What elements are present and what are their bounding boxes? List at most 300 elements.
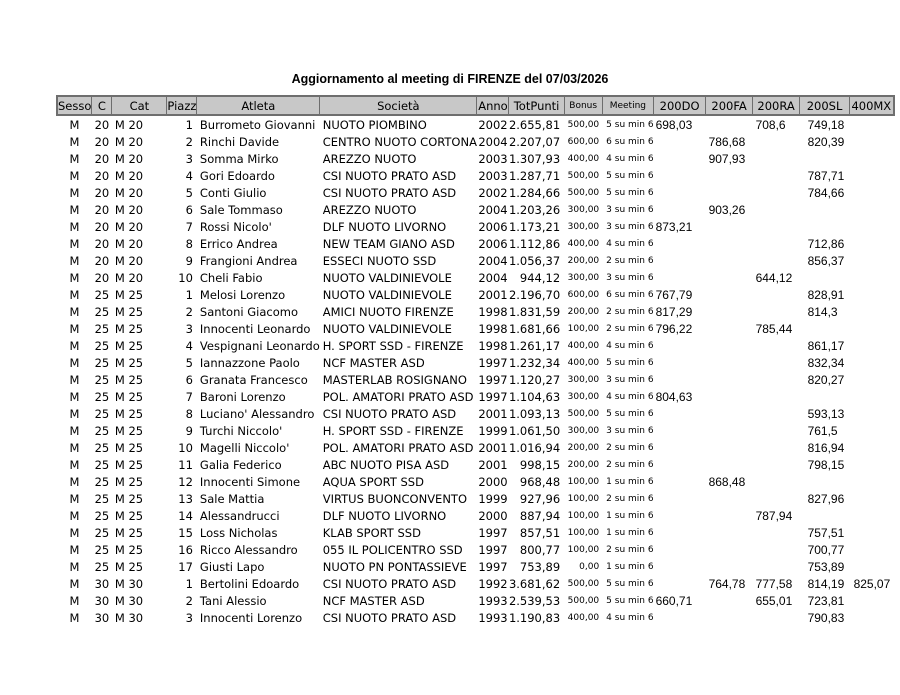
- cell-meeting: 5 su min 6: [606, 408, 654, 419]
- cell-meeting: 2 su min 6: [606, 442, 654, 453]
- table-row: [57, 337, 894, 354]
- cell-200sl: 827,96: [807, 491, 845, 506]
- cell-societa: POL. AMATORI PRATO ASD: [322, 440, 474, 455]
- cell-anno: 2001: [478, 406, 508, 421]
- table-row: [57, 592, 894, 609]
- cell-cat: M 20: [114, 219, 144, 234]
- cell-societa: NUOTO VALDINIEVOLE: [322, 287, 452, 302]
- header-c: C: [92, 96, 112, 115]
- cell-meeting: 3 su min 6: [606, 425, 654, 436]
- cell-cat: M 25: [114, 457, 144, 472]
- cell-sesso: M: [69, 338, 80, 353]
- cell-200sl: [800, 320, 850, 337]
- cell-totpunti: 2.207,07: [508, 134, 561, 149]
- cell-200sl: 828,91: [807, 287, 845, 302]
- cell-200do: [654, 371, 706, 388]
- cell-cat: M 30: [114, 593, 144, 608]
- cell-atleta: Melosi Lorenzo: [199, 287, 286, 302]
- cell-sesso: M: [69, 117, 80, 132]
- cell-piazza: 1: [185, 117, 193, 132]
- cell-anno: 2003: [478, 168, 508, 183]
- cell-200do: [654, 133, 706, 150]
- cell-200fa: [706, 184, 753, 201]
- cell-atleta: Innocenti Leonardo: [199, 321, 311, 336]
- cell-meeting: 6 su min 6: [606, 289, 654, 300]
- header-200fa: 200FA: [706, 96, 753, 115]
- cell-c: 20: [94, 151, 110, 166]
- cell-400mx: [850, 609, 894, 626]
- cell-c: 20: [94, 219, 110, 234]
- cell-200fa: 903,26: [708, 202, 746, 217]
- cell-sesso: M: [69, 321, 80, 336]
- cell-c: 30: [94, 593, 110, 608]
- cell-societa: NUOTO PN PONTASSIEVE: [322, 559, 467, 574]
- cell-sesso: M: [69, 168, 80, 183]
- cell-200ra: [753, 354, 800, 371]
- cell-bonus: 200,00: [567, 255, 600, 266]
- cell-c: 25: [94, 491, 110, 506]
- cell-c: 30: [94, 610, 110, 625]
- cell-totpunti: 1.104,63: [508, 389, 561, 404]
- table-row: [57, 133, 894, 150]
- table-row: [57, 609, 894, 626]
- table-row: [57, 575, 894, 592]
- cell-bonus: 400,00: [567, 153, 600, 164]
- cell-piazza: 15: [178, 525, 193, 540]
- cell-anno: 2001: [478, 440, 508, 455]
- cell-totpunti: 1.093,13: [508, 406, 561, 421]
- cell-bonus: 100,00: [567, 493, 600, 504]
- cell-societa: NCF MASTER ASD: [322, 593, 425, 608]
- cell-c: 25: [94, 542, 110, 557]
- cell-c: 20: [94, 236, 110, 251]
- cell-atleta: Gori Edoardo: [199, 168, 275, 183]
- cell-200sl: 749,18: [807, 117, 845, 132]
- cell-meeting: 2 su min 6: [606, 255, 654, 266]
- cell-200ra: [753, 490, 800, 507]
- cell-atleta: Innocenti Simone: [199, 474, 301, 489]
- cell-cat: M 25: [114, 542, 144, 557]
- table-row: [57, 252, 894, 269]
- cell-200sl: 700,77: [807, 542, 845, 557]
- cell-societa: AREZZO NUOTO: [322, 151, 417, 166]
- table-row: [57, 456, 894, 473]
- cell-200ra: [753, 184, 800, 201]
- cell-piazza: 8: [185, 406, 193, 421]
- cell-200ra: [753, 252, 800, 269]
- cell-200do: [654, 473, 706, 490]
- cell-400mx: [850, 235, 894, 252]
- cell-totpunti: 944,12: [519, 270, 561, 285]
- cell-piazza: 3: [185, 610, 193, 625]
- cell-200fa: [706, 371, 753, 388]
- cell-sesso: M: [69, 457, 80, 472]
- cell-totpunti: 2.655,81: [508, 117, 561, 132]
- cell-c: 25: [94, 406, 110, 421]
- cell-anno: 2003: [478, 151, 508, 166]
- table-header: [57, 96, 894, 115]
- cell-c: 20: [94, 117, 110, 132]
- header-piazza: Piazz: [167, 96, 197, 115]
- cell-200fa: 764,78: [708, 576, 746, 591]
- cell-200fa: [706, 422, 753, 439]
- cell-totpunti: 1.061,50: [508, 423, 561, 438]
- cell-societa: ABC NUOTO PISA ASD: [322, 457, 450, 472]
- cell-meeting: 2 su min 6: [606, 544, 654, 555]
- cell-c: 25: [94, 304, 110, 319]
- cell-anno: 2004: [478, 253, 508, 268]
- cell-piazza: 9: [185, 423, 193, 438]
- cell-400mx: [850, 150, 894, 167]
- cell-400mx: [850, 167, 894, 184]
- table-row: [57, 524, 894, 541]
- cell-societa: CENTRO NUOTO CORTONA: [322, 134, 477, 149]
- cell-sesso: M: [69, 440, 80, 455]
- cell-200ra: [753, 201, 800, 218]
- cell-200do: 660,71: [655, 593, 693, 608]
- cell-200fa: 786,68: [708, 134, 746, 149]
- cell-sesso: M: [69, 491, 80, 506]
- cell-200sl: 856,37: [807, 253, 845, 268]
- cell-200do: 698,03: [655, 117, 693, 132]
- cell-400mx: [850, 184, 894, 201]
- cell-meeting: 2 su min 6: [606, 323, 654, 334]
- cell-anno: 2001: [478, 287, 508, 302]
- cell-cat: M 20: [114, 117, 144, 132]
- cell-400mx: [850, 507, 894, 524]
- cell-cat: M 25: [114, 287, 144, 302]
- cell-c: 20: [94, 270, 110, 285]
- cell-totpunti: 887,94: [519, 508, 561, 523]
- cell-societa: CSI NUOTO PRATO ASD: [322, 576, 457, 591]
- cell-cat: M 20: [114, 185, 144, 200]
- cell-200fa: [706, 286, 753, 303]
- table-row: [57, 541, 894, 558]
- cell-atleta: Alessandrucci: [199, 508, 280, 523]
- rankings-table: [56, 95, 895, 626]
- cell-400mx: [850, 558, 894, 575]
- cell-atleta: Frangioni Andrea: [199, 253, 298, 268]
- cell-totpunti: 1.190,83: [508, 610, 561, 625]
- table-row: [57, 507, 894, 524]
- table-row: [57, 218, 894, 235]
- cell-200do: 767,79: [655, 287, 693, 302]
- cell-cat: M 25: [114, 525, 144, 540]
- cell-400mx: [850, 592, 894, 609]
- cell-piazza: 14: [178, 508, 193, 523]
- cell-meeting: 5 su min 6: [606, 187, 654, 198]
- cell-meeting: 1 su min 6: [606, 510, 654, 521]
- cell-200do: [654, 541, 706, 558]
- cell-c: 30: [94, 576, 110, 591]
- table-row: [57, 115, 894, 133]
- cell-sesso: M: [69, 508, 80, 523]
- cell-anno: 1992: [478, 576, 508, 591]
- cell-400mx: [850, 439, 894, 456]
- cell-totpunti: 1.112,86: [508, 236, 561, 251]
- cell-200sl: 787,71: [807, 168, 845, 183]
- header-sesso: Sesso: [57, 96, 92, 115]
- cell-sesso: M: [69, 151, 80, 166]
- cell-c: 20: [94, 202, 110, 217]
- cell-meeting: 3 su min 6: [606, 374, 654, 385]
- cell-piazza: 6: [185, 372, 193, 387]
- cell-200fa: [706, 218, 753, 235]
- cell-c: 25: [94, 389, 110, 404]
- cell-200fa: [706, 592, 753, 609]
- cell-200ra: [753, 456, 800, 473]
- cell-cat: M 20: [114, 151, 144, 166]
- cell-anno: 1997: [478, 542, 508, 557]
- cell-meeting: 1 su min 6: [606, 561, 654, 572]
- cell-bonus: 300,00: [567, 374, 600, 385]
- cell-piazza: 4: [185, 168, 193, 183]
- cell-totpunti: 3.681,62: [508, 576, 561, 591]
- cell-bonus: 100,00: [567, 527, 600, 538]
- cell-atleta: Luciano' Alessandro: [199, 406, 315, 421]
- cell-bonus: 500,00: [567, 170, 600, 181]
- table-row: [57, 303, 894, 320]
- cell-piazza: 2: [185, 593, 193, 608]
- cell-200ra: 644,12: [755, 270, 793, 285]
- header-totpunti: TotPunti: [509, 96, 564, 115]
- cell-totpunti: 857,51: [519, 525, 561, 540]
- cell-400mx: [850, 490, 894, 507]
- cell-400mx: [850, 371, 894, 388]
- cell-200do: [654, 558, 706, 575]
- cell-piazza: 12: [178, 474, 193, 489]
- cell-200do: [654, 456, 706, 473]
- cell-meeting: 3 su min 6: [606, 221, 654, 232]
- cell-cat: M 30: [114, 576, 144, 591]
- cell-200sl: [800, 388, 850, 405]
- cell-200do: [654, 337, 706, 354]
- cell-c: 25: [94, 321, 110, 336]
- cell-societa: NCF MASTER ASD: [322, 355, 425, 370]
- cell-totpunti: 800,77: [519, 542, 561, 557]
- cell-societa: POL. AMATORI PRATO ASD: [322, 389, 474, 404]
- cell-anno: 1998: [478, 321, 508, 336]
- cell-sesso: M: [69, 355, 80, 370]
- cell-200ra: 777,58: [755, 576, 793, 591]
- cell-societa: H. SPORT SSD - FIRENZE: [322, 423, 464, 438]
- cell-bonus: 500,00: [567, 578, 600, 589]
- cell-cat: M 25: [114, 321, 144, 336]
- cell-anno: 1997: [478, 372, 508, 387]
- cell-200ra: [753, 439, 800, 456]
- cell-400mx: [850, 388, 894, 405]
- cell-atleta: Galia Federico: [199, 457, 282, 472]
- cell-anno: 1999: [478, 491, 508, 506]
- cell-meeting: 1 su min 6: [606, 476, 654, 487]
- cell-400mx: [850, 286, 894, 303]
- cell-200fa: [706, 115, 753, 133]
- cell-sesso: M: [69, 576, 80, 591]
- cell-cat: M 25: [114, 440, 144, 455]
- cell-piazza: 10: [178, 440, 193, 455]
- cell-sesso: M: [69, 219, 80, 234]
- cell-cat: M 20: [114, 134, 144, 149]
- cell-meeting: 5 su min 6: [606, 119, 654, 130]
- cell-bonus: 300,00: [567, 221, 600, 232]
- cell-200sl: 784,66: [807, 185, 845, 200]
- cell-200ra: 708,6: [755, 117, 786, 132]
- cell-200do: [654, 609, 706, 626]
- header-200do: 200DO: [654, 96, 706, 115]
- cell-atleta: Santoni Giacomo: [199, 304, 298, 319]
- cell-200ra: [753, 405, 800, 422]
- table-body: [57, 115, 894, 626]
- cell-sesso: M: [69, 304, 80, 319]
- cell-c: 25: [94, 440, 110, 455]
- cell-societa: NUOTO VALDINIEVOLE: [322, 321, 452, 336]
- cell-bonus: 400,00: [567, 340, 600, 351]
- table-row: [57, 388, 894, 405]
- cell-piazza: 11: [178, 457, 193, 472]
- header-cat: Cat: [112, 96, 167, 115]
- cell-piazza: 17: [178, 559, 193, 574]
- cell-sesso: M: [69, 270, 80, 285]
- cell-sesso: M: [69, 253, 80, 268]
- cell-anno: 2002: [478, 185, 508, 200]
- cell-c: 25: [94, 474, 110, 489]
- cell-meeting: 5 su min 6: [606, 357, 654, 368]
- cell-sesso: M: [69, 559, 80, 574]
- cell-200sl: 861,17: [807, 338, 845, 353]
- cell-meeting: 5 su min 6: [606, 170, 654, 181]
- cell-200fa: [706, 252, 753, 269]
- cell-c: 20: [94, 168, 110, 183]
- cell-bonus: 100,00: [567, 544, 600, 555]
- cell-cat: M 20: [114, 168, 144, 183]
- cell-200do: [654, 201, 706, 218]
- cell-c: 20: [94, 253, 110, 268]
- cell-atleta: Baroni Lorenzo: [199, 389, 286, 404]
- cell-societa: AMICI NUOTO FIRENZE: [322, 304, 454, 319]
- cell-meeting: 5 su min 6: [606, 595, 654, 606]
- table-row: [57, 473, 894, 490]
- header-atleta: Atleta: [197, 96, 320, 115]
- cell-societa: CSI NUOTO PRATO ASD: [322, 610, 457, 625]
- cell-atleta: Bertolini Edoardo: [199, 576, 300, 591]
- cell-bonus: 100,00: [567, 510, 600, 521]
- cell-societa: DLF NUOTO LIVORNO: [322, 508, 447, 523]
- cell-400mx: [850, 337, 894, 354]
- cell-anno: 1993: [478, 593, 508, 608]
- cell-400mx: [850, 473, 894, 490]
- cell-anno: 2006: [478, 219, 508, 234]
- cell-200fa: [706, 354, 753, 371]
- header-400mx: 400MX: [850, 96, 894, 115]
- table-row: [57, 201, 894, 218]
- cell-cat: M 25: [114, 559, 144, 574]
- cell-meeting: 4 su min 6: [606, 612, 654, 623]
- cell-meeting: 3 su min 6: [606, 204, 654, 215]
- cell-200do: 873,21: [655, 219, 693, 234]
- cell-totpunti: 1.232,34: [508, 355, 561, 370]
- cell-200do: 817,29: [655, 304, 693, 319]
- cell-anno: 1999: [478, 423, 508, 438]
- cell-c: 25: [94, 287, 110, 302]
- cell-200sl: 816,94: [807, 440, 845, 455]
- cell-societa: DLF NUOTO LIVORNO: [322, 219, 447, 234]
- cell-societa: CSI NUOTO PRATO ASD: [322, 185, 457, 200]
- cell-atleta: Sale Mattia: [199, 491, 265, 506]
- cell-200sl: 761,5: [807, 423, 838, 438]
- cell-anno: 2001: [478, 457, 508, 472]
- cell-200ra: 787,94: [755, 508, 793, 523]
- cell-200do: [654, 422, 706, 439]
- header-meeting: Meeting: [602, 96, 653, 115]
- cell-meeting: 2 su min 6: [606, 459, 654, 470]
- cell-200fa: [706, 524, 753, 541]
- cell-sesso: M: [69, 525, 80, 540]
- cell-piazza: 4: [185, 338, 193, 353]
- cell-200ra: [753, 388, 800, 405]
- cell-400mx: [850, 541, 894, 558]
- cell-totpunti: 2.539,53: [508, 593, 561, 608]
- table-row: [57, 439, 894, 456]
- cell-piazza: 2: [185, 134, 193, 149]
- cell-200ra: [753, 218, 800, 235]
- cell-societa: NEW TEAM GIANO ASD: [322, 236, 455, 251]
- cell-piazza: 5: [185, 185, 193, 200]
- table-row: [57, 558, 894, 575]
- cell-bonus: 400,00: [567, 238, 600, 249]
- cell-400mx: [850, 269, 894, 286]
- cell-bonus: 300,00: [567, 391, 600, 402]
- cell-200do: [654, 252, 706, 269]
- cell-200sl: 820,27: [807, 372, 845, 387]
- cell-200ra: [753, 422, 800, 439]
- cell-bonus: 500,00: [567, 187, 600, 198]
- cell-200sl: [800, 150, 850, 167]
- cell-c: 25: [94, 457, 110, 472]
- cell-400mx: [850, 201, 894, 218]
- cell-bonus: 300,00: [567, 272, 600, 283]
- cell-sesso: M: [69, 593, 80, 608]
- cell-meeting: 5 su min 6: [606, 578, 654, 589]
- cell-atleta: Giusti Lapo: [199, 559, 265, 574]
- cell-totpunti: 1.120,27: [508, 372, 561, 387]
- cell-bonus: 500,00: [567, 119, 600, 130]
- cell-200sl: [800, 473, 850, 490]
- cell-200do: [654, 405, 706, 422]
- cell-200sl: 820,39: [807, 134, 845, 149]
- cell-c: 20: [94, 185, 110, 200]
- cell-200sl: [800, 507, 850, 524]
- cell-200do: [654, 507, 706, 524]
- page-title: Aggiornamento al meeting di FIRENZE del 07/03/2026: [291, 72, 609, 86]
- cell-cat: M 25: [114, 508, 144, 523]
- cell-bonus: 100,00: [567, 323, 600, 334]
- cell-meeting: 3 su min 6: [606, 272, 654, 283]
- cell-200ra: [753, 150, 800, 167]
- cell-atleta: Errico Andrea: [199, 236, 278, 251]
- cell-societa: VIRTUS BUONCONVENTO: [322, 491, 468, 506]
- cell-piazza: 1: [185, 287, 193, 302]
- cell-200fa: [706, 507, 753, 524]
- cell-200do: [654, 575, 706, 592]
- cell-200sl: [800, 201, 850, 218]
- cell-anno: 2002: [478, 117, 508, 132]
- cell-atleta: Loss Nicholas: [199, 525, 278, 540]
- cell-societa: 055 IL POLICENTRO SSD: [322, 542, 463, 557]
- cell-piazza: 3: [185, 151, 193, 166]
- cell-totpunti: 968,48: [519, 474, 561, 489]
- cell-c: 20: [94, 134, 110, 149]
- cell-bonus: 0,00: [579, 561, 600, 572]
